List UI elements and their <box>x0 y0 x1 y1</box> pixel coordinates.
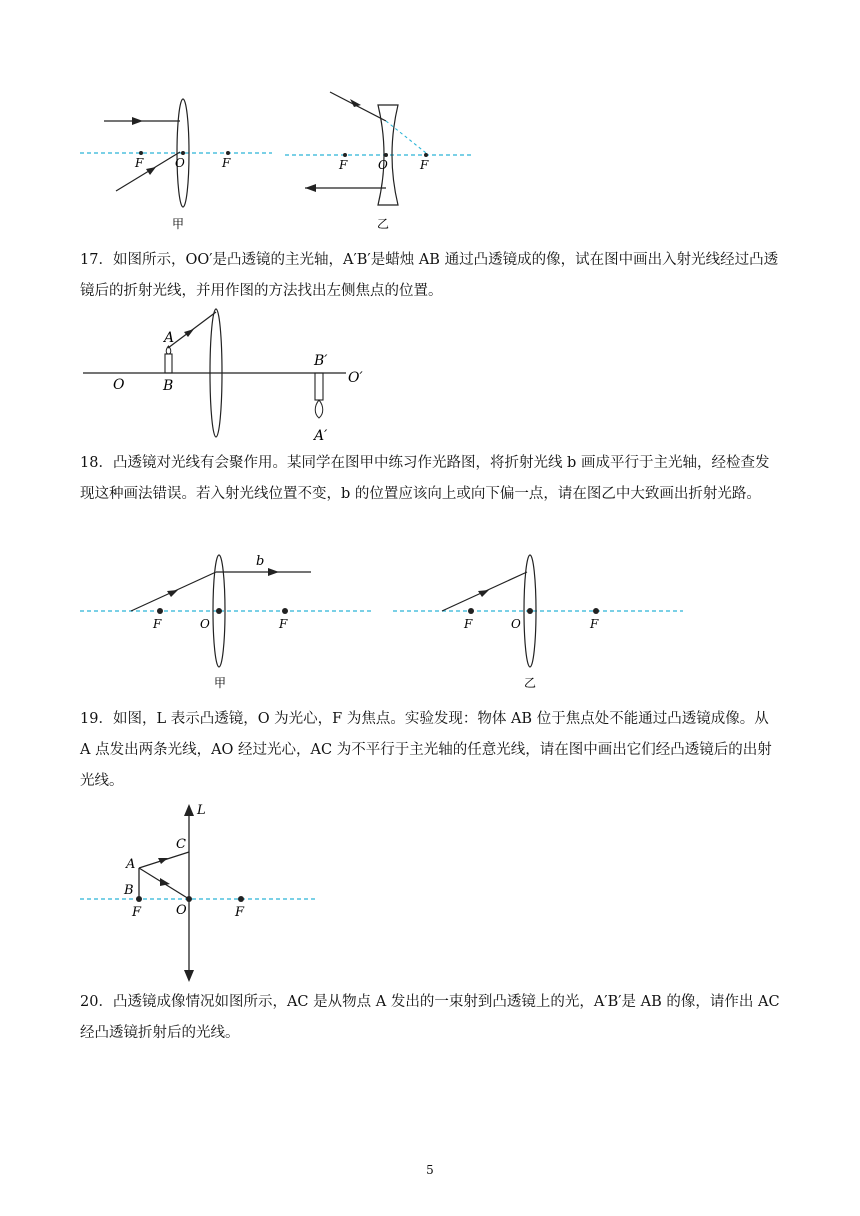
label-b: B <box>163 378 174 394</box>
label-b: B <box>124 883 134 898</box>
focus-label: F <box>590 617 599 631</box>
center-label: O <box>175 156 185 170</box>
center-label: O <box>176 903 187 918</box>
focus-label: F <box>279 617 288 631</box>
figure-caption: 乙 <box>377 217 390 231</box>
figure-caption: 甲 <box>214 676 227 690</box>
optical-center <box>216 608 222 614</box>
center-label: O <box>200 617 210 631</box>
figure-18-right <box>393 555 683 690</box>
focus-label: F <box>235 905 245 920</box>
focus-point <box>593 608 599 614</box>
focus-label: F <box>420 158 429 172</box>
label-l: L <box>197 803 206 818</box>
optical-center <box>186 896 192 902</box>
focus-point <box>226 151 230 155</box>
focus-label: F <box>135 156 144 170</box>
figure-18 <box>0 550 700 695</box>
focus-label: F <box>464 617 473 631</box>
question-18-text: 18．凸透镜对光线有会聚作用。某同学在图甲中练习作光路图，将折射光线 b 画成平行于主光轴，经检查发现这种画法错误。若入射光线位置不变，b 的位置应该向上或向下偏一点，请在图乙中大致画出折射光路。 <box>80 455 770 502</box>
focus-point <box>157 608 163 614</box>
question-17-text: 17．如图所示，OO′是凸透镜的主光轴，A′B′是蜡烛 AB 通过凸透镜成的像，试在图中画出入射光线经过凸透镜后的折射光线，并用作图的方法找出左侧焦点的位置。 <box>80 252 779 299</box>
label-c: C <box>176 837 186 852</box>
focus-label: F <box>153 617 162 631</box>
focus-label: F <box>339 158 348 172</box>
incident-ray <box>330 92 386 121</box>
label-a-prime: A′ <box>314 428 328 444</box>
question-19-text: 19．如图，L 表示凸透镜，O 为光心，F 为焦点。实验发现：物体 AB 位于焦点处不能通过凸透镜成像。从 A 点发出两条光线，AO 经过光心，AC 为不平行于主光轴的任意光线，请在图中画出它们经凸透镜后的出射光线。 <box>80 711 772 789</box>
figure-16-left <box>80 99 272 231</box>
label-o: O <box>113 377 125 393</box>
image-candle-flame <box>315 400 323 418</box>
focus-label: F <box>132 905 142 920</box>
figure-19 <box>0 800 330 985</box>
label-b-prime: B′ <box>314 353 328 369</box>
optical-center <box>384 153 388 157</box>
figure-caption: 甲 <box>172 217 185 231</box>
image-candle-body <box>315 373 323 400</box>
focus-point <box>282 608 288 614</box>
question-20-text: 20．凸透镜成像情况如图所示，AC 是从物点 A 发出的一束射到凸透镜上的光，A′B′是 AB 的像，请作出 AC 经凸透镜折射后的光线。 <box>80 994 780 1041</box>
candle-body <box>165 354 172 373</box>
label-a: A <box>126 857 136 872</box>
figure-caption: 乙 <box>524 676 537 690</box>
focus-point <box>343 153 347 157</box>
page-number: 5 <box>426 1163 434 1177</box>
optical-center <box>181 151 185 155</box>
focus-point <box>424 153 428 157</box>
optical-center <box>527 608 533 614</box>
label-b: b <box>256 554 265 569</box>
figure-16-right <box>285 92 474 231</box>
focus-point <box>136 896 142 902</box>
focus-point <box>139 151 143 155</box>
figure-18-left <box>80 554 372 690</box>
figure-16 <box>0 85 520 240</box>
focus-point <box>468 608 474 614</box>
label-o-prime: O′ <box>348 370 363 386</box>
label-a: A <box>164 330 175 346</box>
center-label: O <box>511 617 521 631</box>
focus-label: F <box>222 156 231 170</box>
focus-point <box>238 896 244 902</box>
center-label: O <box>378 158 388 172</box>
figure-17 <box>0 302 420 452</box>
